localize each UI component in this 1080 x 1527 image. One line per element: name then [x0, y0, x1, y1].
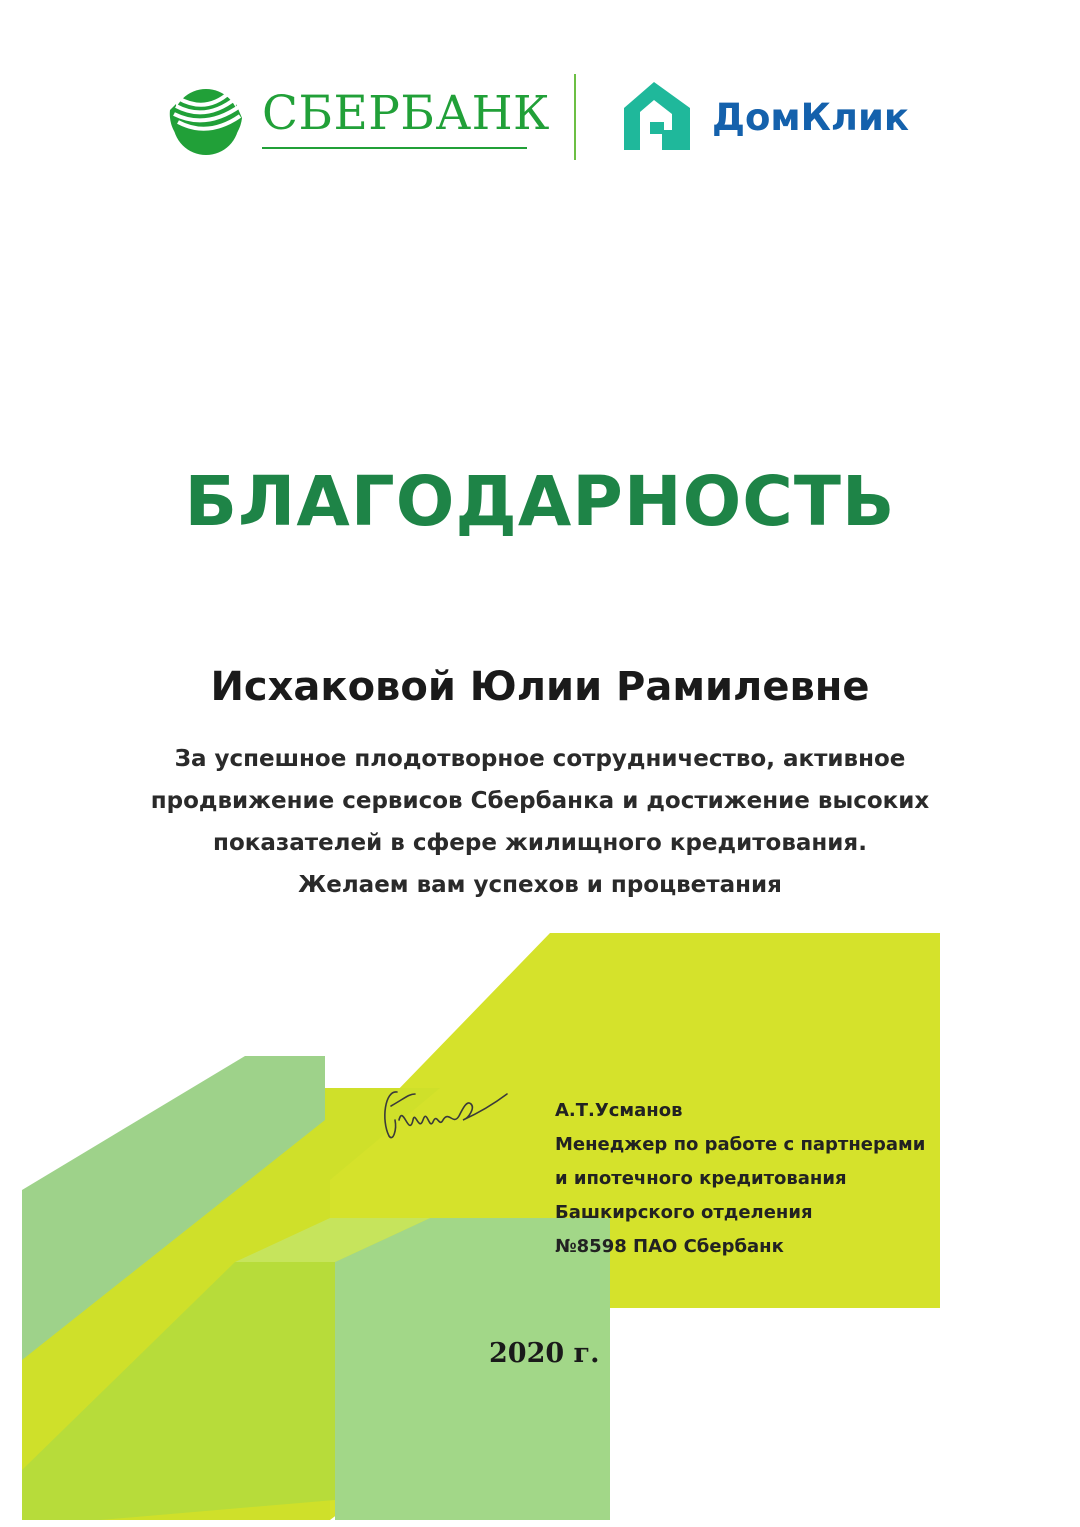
- issue-year: 2020 г.: [489, 1338, 600, 1369]
- signer-position-line: №8598 ПАО Сбербанк: [555, 1236, 784, 1257]
- sberbank-underline: [262, 147, 527, 149]
- sberbank-logo-text: СБЕРБАНК: [262, 86, 550, 141]
- signer-position-line: Менеджер по работе с партнерами: [555, 1134, 926, 1155]
- signer-position-line: Башкирского отделения: [555, 1202, 813, 1223]
- logo-divider: [574, 74, 576, 160]
- signer-position-line: и ипотечного кредитования: [555, 1168, 847, 1189]
- signer-name: А.Т.Усманов: [555, 1100, 683, 1121]
- gratitude-line: продвижение сервисов Сбербанка и достижение высоких: [150, 788, 930, 814]
- document-title: БЛАГОДАРНОСТЬ: [184, 462, 896, 542]
- handwritten-signature: [375, 1080, 510, 1150]
- signer-block: [555, 1094, 925, 1264]
- gratitude-text: [0, 738, 1080, 906]
- gratitude-line: Желаем вам успехов и процветания: [298, 872, 782, 898]
- gratitude-line: За успешное плодотворное сотрудничество, активное: [174, 746, 906, 772]
- sberbank-logo-icon: [166, 84, 246, 156]
- domclick-logo-text: ДомКлик: [712, 96, 909, 139]
- gratitude-line: показателей в сфере жилищного кредитования.: [213, 830, 867, 856]
- domclick-logo-icon: [620, 78, 694, 154]
- recipient-name: Исхаковой Юлии Рамилевне: [210, 664, 870, 710]
